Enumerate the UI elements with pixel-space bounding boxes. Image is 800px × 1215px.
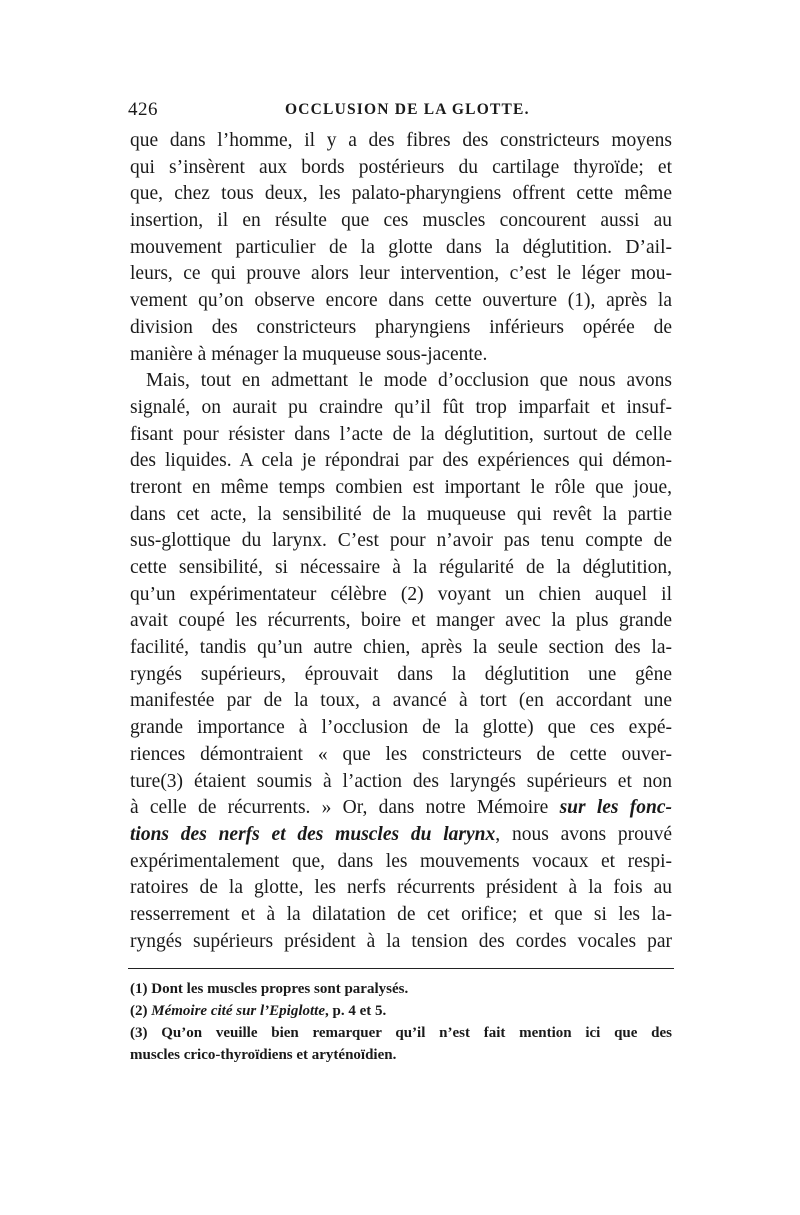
text-fragment: , nous avons prouvé — [495, 823, 672, 845]
text-line: facilité, tandis qu’un autre chien, après la seule section des la- — [130, 637, 672, 659]
text-line: treront en même temps combien est important le rôle que joue, — [130, 476, 672, 498]
text-line: resserrement et à la dilatation de cet orifice; et que si les la- — [130, 903, 672, 925]
page-number: 426 — [128, 99, 158, 120]
text-line: ture(3) étaient soumis à l’action des laryngés supérieurs et non — [130, 770, 672, 792]
text-line: ryngés supérieurs, éprouvait dans la déglutition une gêne — [130, 663, 672, 685]
text-line: grande importance à l’occlusion de la glotte) que ces expé- — [130, 717, 672, 739]
text-line: riences démontraient « que les constricteurs de cette ouver- — [130, 743, 672, 765]
body-text — [130, 128, 672, 955]
text-line: mouvement particulier de la glotte dans la déglutition. D’ail- — [130, 236, 672, 258]
italic-title: sur les fonc- — [559, 797, 673, 819]
text-line: qui s’insèrent aux bords postérieurs du cartilage thyroïde; et — [130, 156, 672, 178]
text-line: ratoires de la glotte, les nerfs récurrents président à la fois au — [130, 877, 672, 899]
text-line: que dans l’homme, il y a des fibres des constricteurs moyens — [130, 130, 672, 151]
italic-title: tions des nerfs et des muscles du larynx — [130, 823, 496, 845]
footnote-3-cont: muscles crico-thyroïdiens et aryténoïdien. — [130, 1047, 397, 1063]
footnote-marker: (2) — [130, 1003, 152, 1019]
text-line: ryngés supérieurs président à la tension des cordes vocales par — [130, 930, 672, 952]
text-line: manière à ménager la muqueuse sous-jacente. — [130, 343, 488, 365]
footnote-title: Mémoire cité sur l’Epiglotte — [151, 1003, 325, 1019]
text-line: qu’un expérimentateur célèbre (2) voyant un chien auquel il — [130, 583, 672, 605]
footnote-1: (1) Dont les muscles propres sont paralysés. — [130, 981, 409, 997]
page-header — [128, 99, 673, 123]
text-line: Mais, tout en admettant le mode d’occlusion que nous avons — [146, 370, 672, 392]
footnote-ref: , p. 4 et 5. — [325, 1003, 387, 1019]
footnote-divider — [128, 968, 674, 969]
text-line: insertion, il en résulte que ces muscles concourent aussi au — [130, 210, 672, 232]
footnotes — [130, 978, 672, 1066]
text-fragment: à celle de récurrents. » Or, dans notre Mémoire — [130, 797, 560, 819]
text-line: dans cet acte, la sensibilité de la muqueuse qui revêt la partie — [130, 503, 672, 525]
text-line: vement qu’on observe encore dans cette ouverture (1), après la — [130, 290, 672, 312]
text-line: expérimentalement que, dans les mouvements vocaux et respi- — [130, 850, 672, 872]
text-line: leurs, ce qui prouve alors leur intervention, c’est le léger mou- — [130, 263, 672, 285]
text-line: signalé, on aurait pu craindre qu’il fût trop imparfait et insuf- — [130, 396, 672, 418]
text-line: que, chez tous deux, les palato-pharyngiens offrent cette même — [130, 183, 672, 205]
text-line: manifestée par de la toux, a avancé à tort (en accordant une — [130, 690, 672, 712]
text-line — [130, 822, 672, 849]
text-line — [130, 795, 672, 822]
running-title: OCCLUSION DE LA GLOTTE. — [285, 101, 530, 118]
text-line: avait coupé les récurrents, boire et manger avec la plus grande — [130, 610, 672, 632]
text-line: division des constricteurs pharyngiens inférieurs opérée de — [130, 316, 672, 338]
text-line: cette sensibilité, si nécessaire à la régularité de la déglutition, — [130, 557, 672, 578]
footnote-3: (3) Qu’on veuille bien remarquer qu’il n’est fait mention ici que des — [130, 1025, 672, 1041]
footnote-2 — [130, 1000, 672, 1022]
text-line: fisant pour résister dans l’acte de la déglutition, surtout de celle — [130, 423, 672, 445]
text-line: sus-glottique du larynx. C’est pour n’avoir pas tenu compte de — [130, 530, 672, 552]
text-line: des liquides. A cela je répondrai par des expériences qui démon- — [130, 450, 672, 472]
